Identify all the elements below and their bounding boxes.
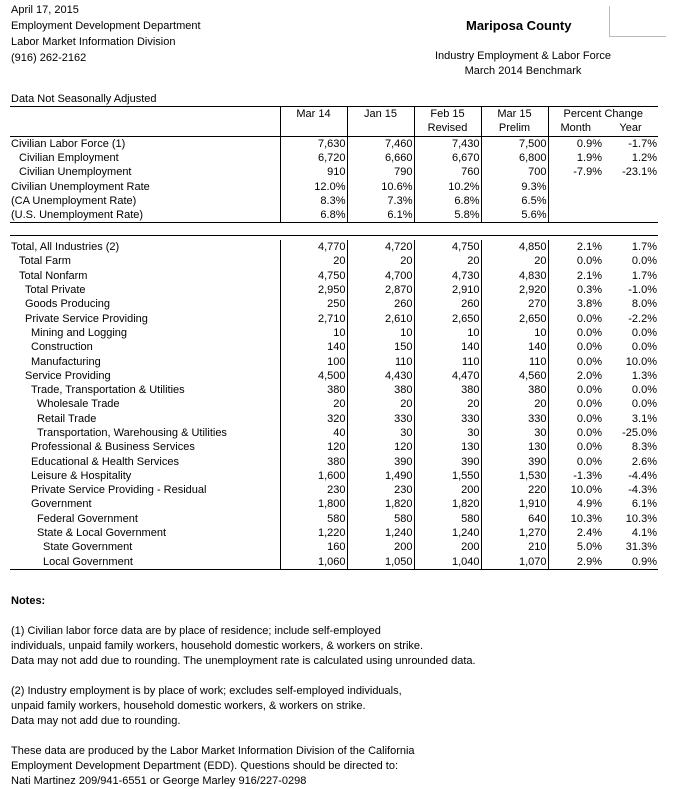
row-label: Transportation, Warehousing & Utilities: [10, 426, 280, 440]
year-change-cell: 0.0%: [631, 255, 657, 268]
col-year: Year: [619, 122, 642, 135]
year-change-cell: 10.3%: [625, 512, 657, 525]
month-change-cell: [548, 208, 603, 223]
month-change-cell: 0.0%: [576, 312, 602, 325]
industry-row: [10, 426, 658, 440]
row-label: Total Private: [10, 283, 280, 297]
month-change-cell: 1.9%: [576, 152, 602, 165]
value-cell: 30: [347, 426, 414, 440]
value-cell: 1,820: [414, 497, 481, 511]
value-cell: 7,630: [280, 136, 347, 151]
row-label: Educational & Health Services: [10, 454, 280, 468]
value-cell: 130: [414, 440, 481, 454]
value-cell: 8.3%: [280, 194, 347, 208]
year-change-cell: 6.1%: [631, 498, 657, 511]
labor-force-row: [10, 208, 658, 223]
row-label: Total Farm: [10, 254, 280, 268]
value-cell: 200: [347, 540, 414, 554]
row-label: Total Nonfarm: [10, 269, 280, 283]
value-cell: 320: [280, 412, 347, 426]
year-change-cell: 10.0%: [625, 355, 657, 368]
notes-section: [11, 594, 476, 789]
year-change-cell: -1.0%: [628, 284, 657, 297]
value-cell: 20: [414, 254, 481, 268]
row-label: Wholesale Trade: [10, 397, 280, 411]
value-cell: 1,800: [280, 497, 347, 511]
industry-row: [10, 311, 658, 325]
value-cell: 20: [481, 397, 548, 411]
year-change-cell: [603, 208, 658, 223]
year-change-cell: [603, 194, 658, 208]
value-cell: 20: [347, 397, 414, 411]
header-box: [609, 6, 666, 37]
value-cell: 790: [347, 165, 414, 179]
note-3-line-1: These data are produced by the Labor Market Information Division of the California: [11, 745, 415, 757]
value-cell: 130: [481, 440, 548, 454]
month-change-cell: 5.0%: [576, 541, 602, 554]
labor-force-table: [10, 106, 658, 223]
value-cell: 4,750: [414, 240, 481, 254]
value-cell: 10.2%: [414, 179, 481, 193]
value-cell: 1,070: [481, 555, 548, 570]
year-change-cell: 1.2%: [631, 152, 657, 165]
month-change-cell: [548, 194, 603, 208]
labor-force-row: [10, 165, 658, 179]
industry-row: [10, 540, 658, 554]
row-label: Civilian Unemployment Rate: [10, 179, 280, 193]
month-change-cell: 0.0%: [576, 427, 602, 439]
row-label: Federal Government: [10, 512, 280, 526]
value-cell: 12.0%: [280, 179, 347, 193]
value-cell: 4,720: [347, 240, 414, 254]
value-cell: 260: [347, 297, 414, 311]
industry-row: [10, 483, 658, 497]
month-change-cell: 0.0%: [576, 255, 602, 268]
year-change-cell: 1.7%: [631, 241, 657, 254]
year-change-cell: 8.3%: [631, 441, 657, 454]
value-cell: 110: [481, 354, 548, 368]
row-label: Service Providing: [10, 369, 280, 383]
month-change-cell: -1.3%: [573, 469, 602, 482]
industry-row: [10, 269, 658, 283]
value-cell: 390: [414, 454, 481, 468]
col-feb15: Feb 15: [414, 107, 481, 122]
value-cell: 1,820: [347, 497, 414, 511]
row-label: Private Service Providing: [10, 311, 280, 325]
value-cell: 270: [481, 297, 548, 311]
value-cell: 4,500: [280, 369, 347, 383]
note-1-line-2: individuals, unpaid family workers, household domestic workers, & workers on strike.: [11, 640, 424, 652]
value-cell: 380: [280, 383, 347, 397]
value-cell: 2,920: [481, 283, 548, 297]
month-change-cell: 0.0%: [576, 384, 602, 397]
value-cell: 7,500: [481, 136, 548, 151]
value-cell: 1,240: [347, 526, 414, 540]
value-cell: 2,950: [280, 283, 347, 297]
col-month: Month: [560, 122, 592, 135]
division-name: Labor Market Information Division: [11, 36, 176, 48]
value-cell: 110: [347, 354, 414, 368]
row-label: Civilian Employment: [10, 151, 280, 165]
value-cell: 6.8%: [280, 208, 347, 223]
value-cell: 9.3%: [481, 179, 548, 193]
value-cell: 10: [280, 326, 347, 340]
value-cell: 160: [280, 540, 347, 554]
value-cell: 380: [280, 454, 347, 468]
year-change-cell: 3.1%: [631, 412, 657, 425]
year-change-cell: 0.0%: [631, 326, 657, 339]
value-cell: 20: [481, 254, 548, 268]
value-cell: 230: [280, 483, 347, 497]
year-change-cell: 0.9%: [631, 555, 657, 568]
value-cell: 230: [347, 483, 414, 497]
value-cell: 1,220: [280, 526, 347, 540]
industry-row: [10, 340, 658, 354]
value-cell: 2,710: [280, 311, 347, 325]
benchmark-subtitle: March 2014 Benchmark: [464, 65, 582, 77]
month-change-cell: 2.4%: [576, 527, 602, 540]
year-change-cell: -25.0%: [622, 427, 657, 439]
note-2-line-2: unpaid family workers, household domestic workers, & workers on strike.: [11, 700, 366, 712]
industry-row: [10, 240, 658, 254]
row-label: Local Government: [10, 555, 280, 570]
value-cell: 330: [347, 412, 414, 426]
value-cell: 640: [481, 512, 548, 526]
value-cell: 1,490: [347, 469, 414, 483]
row-label: (U.S. Unemployment Rate): [10, 208, 280, 223]
industry-row: [10, 526, 658, 540]
value-cell: 1,530: [481, 469, 548, 483]
industry-row: [10, 440, 658, 454]
month-change-cell: 2.0%: [576, 369, 602, 382]
month-change-cell: 2.1%: [576, 241, 602, 254]
value-cell: 120: [280, 440, 347, 454]
industry-row: [10, 555, 658, 570]
industry-row: [10, 283, 658, 297]
industry-row: [10, 297, 658, 311]
year-change-cell: 1.7%: [631, 269, 657, 282]
value-cell: 7.3%: [347, 194, 414, 208]
report-date: April 17, 2015: [11, 4, 79, 16]
industry-row: [10, 383, 658, 397]
row-label: Civilian Labor Force (1): [10, 136, 280, 151]
value-cell: 120: [347, 440, 414, 454]
labor-force-row: [10, 136, 658, 151]
value-cell: 4,850: [481, 240, 548, 254]
month-change-cell: 0.9%: [576, 137, 602, 150]
col-mar14: Mar 14: [280, 107, 347, 122]
value-cell: 330: [414, 412, 481, 426]
value-cell: 6.5%: [481, 194, 548, 208]
value-cell: 210: [481, 540, 548, 554]
industry-row: [10, 512, 658, 526]
value-cell: 2,870: [347, 283, 414, 297]
value-cell: 140: [481, 340, 548, 354]
month-change-cell: 0.0%: [576, 441, 602, 454]
value-cell: 150: [347, 340, 414, 354]
row-label: (CA Unemployment Rate): [10, 194, 280, 208]
value-cell: 2,650: [481, 311, 548, 325]
value-cell: 30: [414, 426, 481, 440]
value-cell: 580: [280, 512, 347, 526]
row-label: Manufacturing: [10, 354, 280, 368]
year-change-cell: 2.6%: [631, 455, 657, 468]
row-label: Private Service Providing - Residual: [10, 483, 280, 497]
col-mar15-status: Prelim: [481, 121, 548, 136]
industry-row: [10, 326, 658, 340]
value-cell: 6,660: [347, 151, 414, 165]
year-change-cell: 4.1%: [631, 527, 657, 540]
value-cell: 1,910: [481, 497, 548, 511]
value-cell: 1,040: [414, 555, 481, 570]
col-mar15: Mar 15: [481, 107, 548, 122]
row-label: State & Local Government: [10, 526, 280, 540]
department-name: Employment Development Department: [11, 20, 201, 32]
note-3-line-3: Nati Martinez 209/941-6551 or George Marley 916/227-0298: [11, 775, 307, 787]
industry-row: [10, 397, 658, 411]
labor-force-row: [10, 194, 658, 208]
value-cell: 4,750: [280, 269, 347, 283]
year-change-cell: -1.7%: [628, 137, 657, 150]
value-cell: 220: [481, 483, 548, 497]
value-cell: 580: [414, 512, 481, 526]
value-cell: 380: [414, 383, 481, 397]
seasonal-note: Data Not Seasonally Adjusted: [11, 93, 157, 105]
value-cell: 260: [414, 297, 481, 311]
year-change-cell: -23.1%: [622, 166, 657, 179]
month-change-cell: -7.9%: [573, 166, 602, 179]
value-cell: 330: [481, 412, 548, 426]
industry-row: [10, 454, 658, 468]
note-3-line-2: Employment Development Department (EDD). Questions should be directed to:: [11, 760, 399, 772]
value-cell: 2,610: [347, 311, 414, 325]
value-cell: 4,830: [481, 269, 548, 283]
value-cell: 4,700: [347, 269, 414, 283]
note-1-line-1: (1) Civilian labor force data are by place of residence; include self-employed: [11, 625, 381, 637]
industry-row: [10, 354, 658, 368]
value-cell: 6,800: [481, 151, 548, 165]
value-cell: 1,550: [414, 469, 481, 483]
month-change-cell: 0.0%: [576, 398, 602, 411]
month-change-cell: 10.0%: [570, 484, 602, 497]
value-cell: 2,650: [414, 311, 481, 325]
report-subtitle: Industry Employment & Labor Force: [434, 50, 612, 62]
year-change-cell: 0.0%: [631, 384, 657, 397]
value-cell: 1,270: [481, 526, 548, 540]
column-subheader-row: [10, 121, 658, 136]
year-change-cell: 0.0%: [631, 398, 657, 411]
value-cell: 4,470: [414, 369, 481, 383]
value-cell: 5.8%: [414, 208, 481, 223]
value-cell: 40: [280, 426, 347, 440]
month-change-cell: [548, 179, 603, 193]
value-cell: 140: [280, 340, 347, 354]
month-change-cell: 0.0%: [576, 326, 602, 339]
year-change-cell: 8.0%: [631, 298, 657, 311]
industry-table: [10, 235, 658, 570]
note-1-line-3: Data may not add due to rounding. The unemployment rate is calculated using unrounded data.: [11, 655, 476, 667]
value-cell: 6,720: [280, 151, 347, 165]
value-cell: 100: [280, 354, 347, 368]
value-cell: 10: [481, 326, 548, 340]
month-change-cell: 0.0%: [576, 455, 602, 468]
value-cell: 1,240: [414, 526, 481, 540]
value-cell: 10: [347, 326, 414, 340]
year-change-cell: [603, 179, 658, 193]
column-header-row: [10, 107, 658, 122]
value-cell: 4,770: [280, 240, 347, 254]
county-title: Mariposa County: [466, 18, 572, 33]
year-change-cell: 31.3%: [625, 541, 657, 554]
labor-force-row: [10, 151, 658, 165]
row-label: Goods Producing: [10, 297, 280, 311]
col-feb15-status: Revised: [414, 121, 481, 136]
value-cell: 5.6%: [481, 208, 548, 223]
value-cell: 1,600: [280, 469, 347, 483]
value-cell: 10: [414, 326, 481, 340]
row-label: Leisure & Hospitality: [10, 469, 280, 483]
year-change-cell: -4.3%: [628, 484, 657, 497]
month-change-cell: 2.1%: [576, 269, 602, 282]
value-cell: 4,560: [481, 369, 548, 383]
month-change-cell: 0.3%: [576, 284, 602, 297]
value-cell: 200: [414, 483, 481, 497]
note-2-line-3: Data may not add due to rounding.: [11, 715, 181, 727]
row-label: Mining and Logging: [10, 326, 280, 340]
row-label: Government: [10, 497, 280, 511]
year-change-cell: -4.4%: [628, 469, 657, 482]
value-cell: 390: [347, 454, 414, 468]
month-change-cell: 3.8%: [576, 298, 602, 311]
col-percent-change: Percent Change: [563, 108, 643, 121]
value-cell: 1,050: [347, 555, 414, 570]
row-label: Construction: [10, 340, 280, 354]
row-label: Retail Trade: [10, 412, 280, 426]
value-cell: 580: [347, 512, 414, 526]
year-change-cell: 0.0%: [631, 341, 657, 354]
month-change-cell: 0.0%: [576, 341, 602, 354]
month-change-cell: 0.0%: [576, 355, 602, 368]
industry-row: [10, 412, 658, 426]
value-cell: 10.6%: [347, 179, 414, 193]
value-cell: 6.1%: [347, 208, 414, 223]
value-cell: 2,910: [414, 283, 481, 297]
industry-row: [10, 497, 658, 511]
month-change-cell: 0.0%: [576, 412, 602, 425]
month-change-cell: 10.3%: [570, 512, 602, 525]
notes-title: Notes:: [11, 595, 46, 607]
value-cell: 20: [280, 254, 347, 268]
labor-force-row: [10, 179, 658, 193]
value-cell: 20: [414, 397, 481, 411]
value-cell: 390: [481, 454, 548, 468]
value-cell: 6.8%: [414, 194, 481, 208]
value-cell: 4,430: [347, 369, 414, 383]
value-cell: 7,430: [414, 136, 481, 151]
value-cell: 910: [280, 165, 347, 179]
row-label: State Government: [10, 540, 280, 554]
row-label: Trade, Transportation & Utilities: [10, 383, 280, 397]
industry-row: [10, 469, 658, 483]
value-cell: 6,670: [414, 151, 481, 165]
value-cell: 380: [481, 383, 548, 397]
month-change-cell: 4.9%: [576, 498, 602, 511]
industry-row: [10, 254, 658, 268]
value-cell: 1,060: [280, 555, 347, 570]
row-label: Professional & Business Services: [10, 440, 280, 454]
col-jan15: Jan 15: [347, 107, 414, 122]
row-label: Total, All Industries (2): [10, 240, 280, 254]
value-cell: 7,460: [347, 136, 414, 151]
value-cell: 30: [481, 426, 548, 440]
value-cell: 760: [414, 165, 481, 179]
value-cell: 4,730: [414, 269, 481, 283]
industry-row: [10, 369, 658, 383]
year-change-cell: 1.3%: [631, 369, 657, 382]
note-2-line-1: (2) Industry employment is by place of work; excludes self-employed individuals,: [11, 685, 402, 697]
value-cell: 250: [280, 297, 347, 311]
value-cell: 140: [414, 340, 481, 354]
row-label: Civilian Unemployment: [10, 165, 280, 179]
value-cell: 200: [414, 540, 481, 554]
month-change-cell: 2.9%: [576, 555, 602, 568]
phone-number: (916) 262-2162: [11, 52, 87, 64]
value-cell: 380: [347, 383, 414, 397]
value-cell: 110: [414, 354, 481, 368]
year-change-cell: -2.2%: [628, 312, 657, 325]
value-cell: 700: [481, 165, 548, 179]
value-cell: 20: [280, 397, 347, 411]
value-cell: 20: [347, 254, 414, 268]
